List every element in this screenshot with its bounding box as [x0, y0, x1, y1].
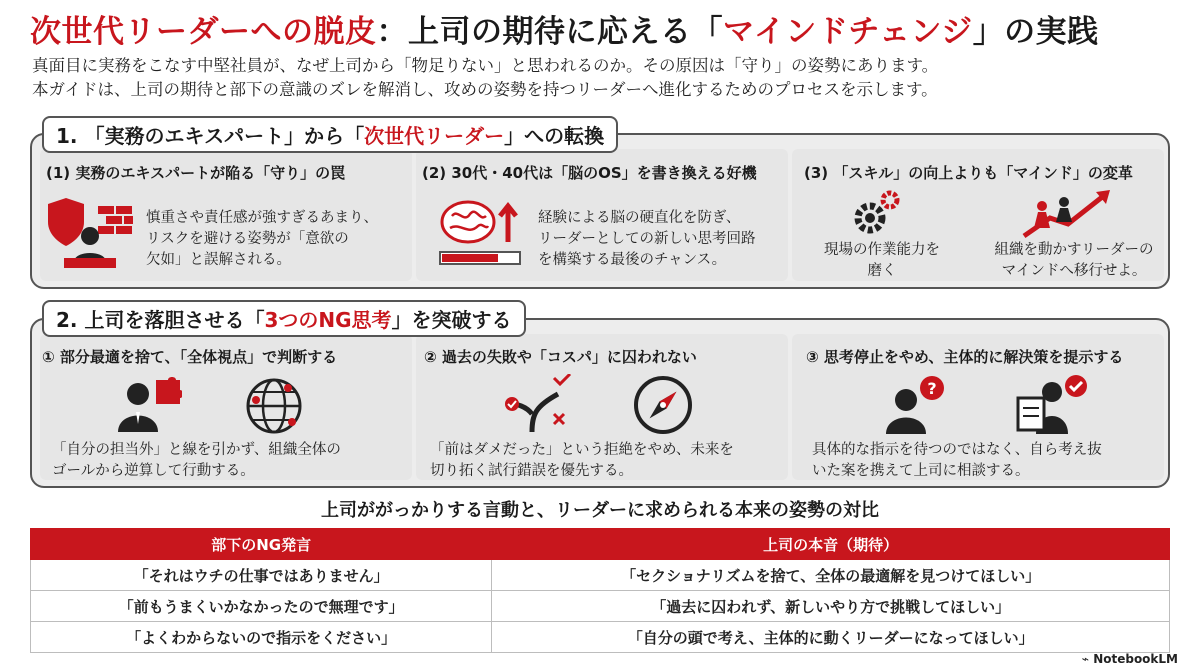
s1-col2-text — [538, 208, 756, 271]
s1-col2-text-line: を構築する最後のチャンス。 — [538, 252, 727, 268]
intro-text — [32, 54, 938, 102]
svg-text:?: ? — [927, 379, 937, 398]
intro-line-1: 真面目に実務をこなす中堅社員が、なぜ上司から「物足りない」と思われるのか。その原因は「守り」の姿勢にあります。 — [32, 56, 939, 75]
branching-path-icon — [502, 374, 572, 434]
gears-icon — [852, 190, 902, 236]
s1-col1-text-line: 欠如」と誤解される。 — [146, 252, 291, 268]
s1-col3-text-a-line: 磨く — [867, 263, 897, 279]
table-cell-ng: 「それはウチの仕事ではありません」 — [31, 560, 492, 591]
brand-label: NotebookLM — [1093, 652, 1178, 666]
shield-person-wall-icon — [44, 198, 134, 270]
s2-col3-text-line: いた案を携えて上司に相談する。 — [812, 463, 1030, 479]
s2-col3-title: ③ 思考停止をやめ、主体的に解決策を提示する — [806, 348, 1124, 366]
section-2-heading-accent: 3つのNG思考 — [264, 308, 392, 332]
s1-col3-text-a — [812, 240, 952, 282]
section-1-heading-pre: 1. 「実務のエキスパート」から「 — [56, 124, 365, 148]
table-cell-expectation: 「自分の頭で考え、主体的に動くリーダーになってほしい」 — [492, 622, 1170, 653]
table-header-row — [31, 529, 1170, 560]
title-part1: 次世代リーダーへの脱皮 — [30, 14, 377, 50]
s1-col3-text-b-line: 組織を動かすリーダーの — [994, 242, 1154, 258]
s1-col1-text-line: 慎重さや責任感が強すぎるあまり、 — [146, 210, 378, 226]
title-accent: マインドチェンジ — [723, 14, 973, 50]
s2-col2-title: ② 過去の失敗や「コスパ」に囚われない — [424, 348, 697, 366]
person-puzzle-icon — [116, 376, 182, 434]
brain-progress-icon — [438, 198, 526, 268]
title-part2: ：上司の期待に応える「 — [376, 14, 723, 50]
brand-mark-icon: ⌁ — [1081, 652, 1094, 666]
section-1-heading — [42, 116, 618, 153]
section-1-heading-accent: 次世代リーダー — [364, 124, 505, 148]
table-header-expectation: 上司の本音（期待） — [492, 529, 1170, 560]
s1-col3-text-b — [986, 240, 1162, 282]
s2-col2-text-line: 切り拓く試行錯誤を優先する。 — [430, 463, 633, 479]
s1-col1-text — [146, 208, 378, 271]
s2-col2-text-line: 「前はダメだった」という拒絶をやめ、未来を — [430, 442, 734, 458]
s1-col3-text-b-line: マインドへ移行せよ。 — [1001, 263, 1147, 279]
climbing-people-arrow-icon — [1020, 188, 1116, 240]
table-cell-expectation: 「セクショナリズムを捨て、全体の最適解を見つけてほしい」 — [492, 560, 1170, 591]
s2-col2-text — [430, 440, 734, 482]
table-row — [31, 622, 1170, 653]
page-title — [30, 6, 1099, 51]
comparison-table-title: 上司ががっかりする言動と、リーダーに求められる本来の姿勢の対比 — [321, 500, 879, 521]
person-proposal-icon — [1010, 374, 1094, 434]
s2-col1-text — [52, 440, 341, 482]
intro-line-2: 本ガイドは、上司の期待と部下の意識のズレを解消し、攻めの姿勢を持つリーダーへ進化するためのプロセスを示します。 — [32, 80, 938, 99]
compass-icon — [632, 374, 694, 436]
globe-network-icon — [244, 376, 304, 436]
s1-col3-title: (3) 「スキル」の向上よりも「マインド」の変革 — [804, 164, 1133, 182]
s2-col3-text-line: 具体的な指示を待つのではなく、自ら考え抜 — [812, 442, 1102, 458]
s1-col2-text-line: リーダーとしての新しい思考回路 — [538, 231, 756, 247]
section-2-heading-post: 」を突破する — [391, 308, 512, 332]
section-2-heading-pre: 2. 上司を落胆させる「 — [56, 308, 265, 332]
s1-col2-text-line: 経験による脳の硬直化を防ぎ、 — [538, 210, 741, 226]
s2-col1-title: ① 部分最適を捨て、「全体視点」で判断する — [42, 348, 338, 366]
s2-col1-text-line: ゴールから逆算して行動する。 — [52, 463, 255, 479]
brand-logo — [1082, 652, 1178, 666]
section-2-heading — [42, 300, 526, 337]
s1-col3-text-a-line: 現場の作業能力を — [824, 242, 940, 258]
table-cell-expectation: 「過去に囚われず、新しいやり方で挑戦してほしい」 — [492, 591, 1170, 622]
title-part3: 」の実践 — [972, 14, 1099, 50]
s2-col3-text — [812, 440, 1102, 482]
comparison-table — [30, 528, 1170, 653]
section-1-heading-post: 」への転換 — [504, 124, 605, 148]
s1-col1-title: (1) 実務のエキスパートが陥る「守り」の罠 — [46, 164, 346, 182]
table-header-ng: 部下のNG発言 — [31, 529, 492, 560]
table-row — [31, 591, 1170, 622]
s1-col2-title: (2) 30代・40代は「脳のOS」を書き換える好機 — [422, 164, 757, 182]
person-question-icon — [882, 374, 948, 434]
table-cell-ng: 「前もうまくいかなかったので無理です」 — [31, 591, 492, 622]
s1-col1-text-line: リスクを避ける姿勢が「意欲の — [146, 231, 349, 247]
table-row — [31, 560, 1170, 591]
s2-col1-text-line: 「自分の担当外」と線を引かず、組織全体の — [52, 442, 341, 458]
table-cell-ng: 「よくわからないので指示をください」 — [31, 622, 492, 653]
